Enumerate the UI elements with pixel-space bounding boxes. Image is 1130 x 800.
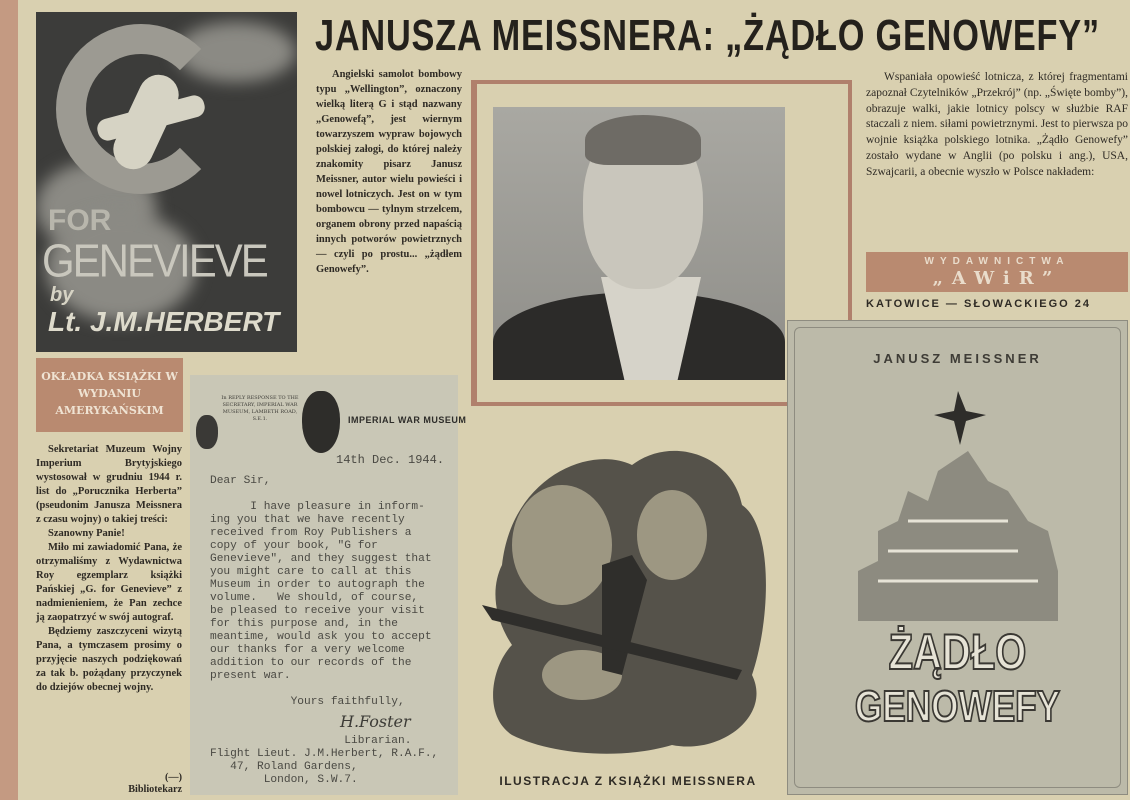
paragraph: Miło mi zawiadomić Pana, że otrzymaliśmy z Wydawnictwa Roy egzemplarz książki Pańskiej „G. for Genevieve” z nadmienieniem, że Pan zechce ją zaopatrzyć w swój autograf. [36, 542, 182, 623]
paragraph: Sekretariat Muzeum Wojny Imperium Brytyjskiego wystosował w grudniu 1944 r. list do „Porucznika Herberta” (pseudonim Janusza Meissnera z czasu wojny) o takiej treści: [36, 444, 182, 525]
museum-name: IMPERIAL WAR MUSEUM [348, 415, 467, 425]
town-and-plane-graphic [838, 381, 1078, 621]
signature-name: Bibliotekarz [128, 784, 182, 795]
publisher-label: WYDAWNICTWA [924, 256, 1070, 267]
letterhead: In REPLY RESPONSE TO THE SECRETARY, IMPERIAL WAR MUSEUM, LAMBETH ROAD, S.E.1. [221, 395, 299, 422]
publisher-banner [866, 252, 1128, 292]
small-crest-icon [196, 415, 218, 449]
handwritten-signature: H.Foster [340, 712, 411, 731]
royal-crest-icon [302, 391, 340, 453]
cover-by: by [50, 284, 74, 306]
illustration-caption: ILUSTRACJA Z KSIĄŻKI MEISSNERA [499, 774, 757, 788]
intro-text: Angielski samolot bombowy typu „Wellington”, oznaczony wielką literą G i stąd nazwany „Genowefą”, jest wiernym towarzyszem wypraw bojowych polskiej załogi, do której należy znakomity pisarz Janusz Meissner, autor wielu powieści i nowel lotniczych. Jest on w tym bombowcu — tylnym strzelcem, organem obrony przed napaścią innych potworów powietrznych — czyli po prostu... „żądłem Genowefy”. [316, 69, 462, 275]
cover-caption: OKŁADKA KSIĄŻKI W WYDANIU AMERYKAŃSKIM [36, 358, 183, 432]
cover-title: GENEVIEVE [42, 234, 267, 287]
publisher-name: „AWiR” [932, 268, 1062, 289]
salutation: Szanowny Panie! [48, 528, 125, 539]
cover-for: FOR [48, 204, 112, 237]
paragraph: Będziemy zaszczyceni wizytą Pana, a tymczasem prosimy o przyjęcie naszych podziękowań za tak b. pożądany przyczynek do dziejów obecnej wojny. [36, 626, 182, 693]
signature-dash: (—) [165, 772, 182, 783]
letter-body: Dear Sir, I have pleasure in inform- ing you that we have recently received from Roy Publishers a copy of your book, "G for Genevieve", and they suggest that you might care to call at this Museum in order to autograph the volume. We should, of course, be pleased to receive your visit for this purpose and, in the meantime, would ask you to accept our thanks for a very welcome addition to our records of the present war. Yours faithfully, Librarian. Flight Lieut. J.M.Herbert, R.A.F., 47, Roland Gardens, London, S.W.7. [210, 475, 439, 786]
burning-bomber-illustration [472, 415, 784, 765]
cover-author: JANUSZ MEISSNER [873, 351, 1042, 366]
polish-book-cover-image [787, 320, 1128, 795]
cover-title-line2: GENOWEFY [854, 682, 1061, 731]
cover-title-line1: ŻĄDŁO [888, 624, 1027, 680]
article-headline: JANUSZA MEISSNERA: „ŻĄDŁO GENOWEFY” [315, 11, 1100, 60]
translation-signature [36, 772, 182, 796]
letter-date: 14th Dec. 1944. [336, 453, 445, 467]
plane-icon [934, 391, 986, 445]
letter-translation-text [36, 443, 182, 695]
book-description-text: Wspaniała opowieść lotnicza, z której fragmentami zapoznał Czytelników „Przekrój” (np. „Święte bomby”), obrazuje walki, jakie lotnicy polscy w służbie RAF staczali z niem. siłami powietrznymi. Jest to pierwsza po wojnie książka polskiego lotnika. „Żądło Genowefy” zostało wydane w Anglii (po polsku i ang.), USA, Szwajcarii, a obecnie wyszło w Polsce nakładem: [866, 71, 1128, 178]
publisher-address: KATOWICE — SŁOWACKIEGO 24 [866, 298, 1091, 310]
american-book-cover-image [36, 12, 297, 352]
cover-author: Lt. J.M.HERBERT [48, 306, 280, 337]
page-edge-strip [0, 0, 18, 800]
author-portrait-photo [493, 107, 785, 380]
museum-letter-image [190, 375, 467, 795]
